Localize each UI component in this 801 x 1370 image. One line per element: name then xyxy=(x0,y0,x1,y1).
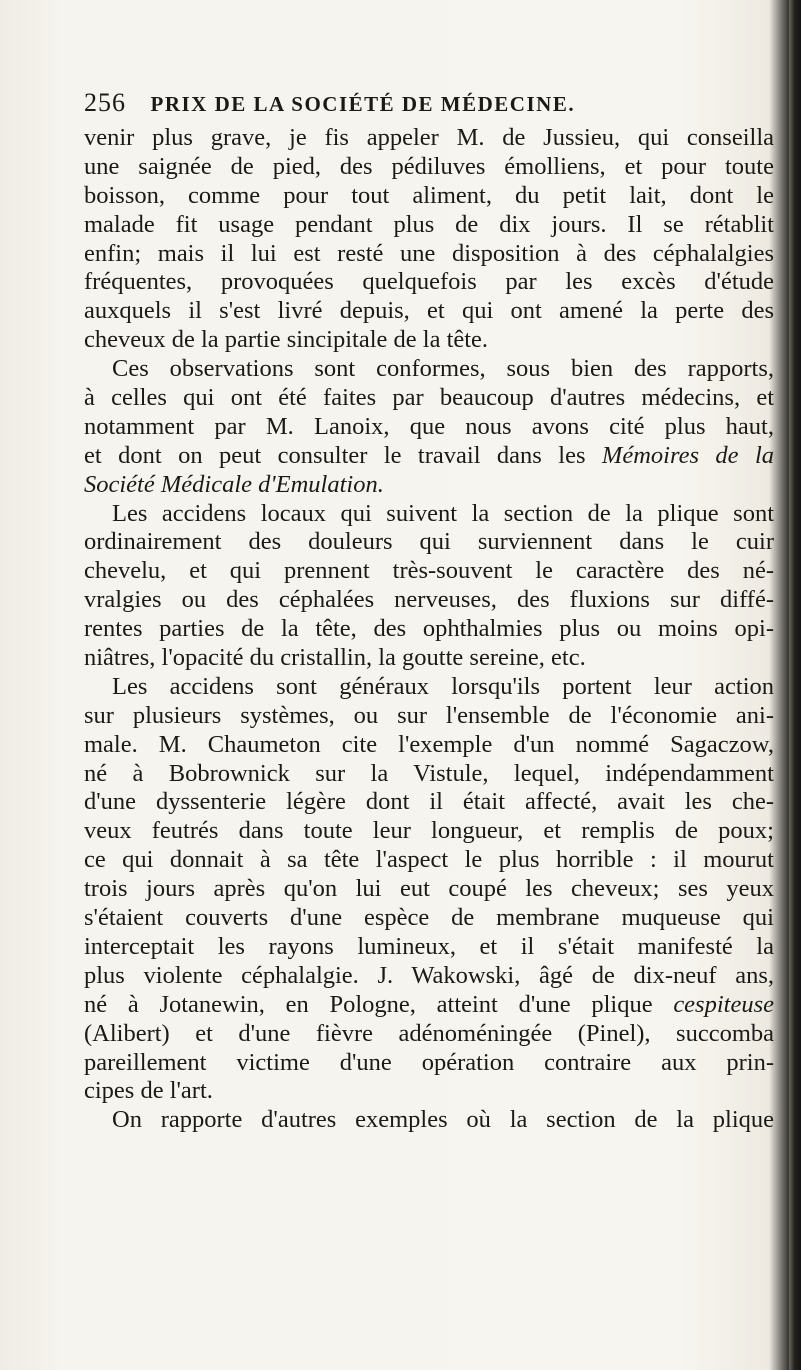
running-header xyxy=(84,88,774,118)
text-line: à celles qui ont été faites par beaucoup d'autres médecins, et xyxy=(84,384,774,412)
text-line: Société Médicale d'Emulation. xyxy=(84,470,384,498)
text-line: Les accidens locaux qui suivent la section de la plique sont xyxy=(112,499,774,527)
text-line: interceptait les rayons lumineux, et il s'était manifesté la xyxy=(84,932,774,960)
text-line: une saignée de pied, des pédiluves émolliens, et pour toute xyxy=(84,152,774,180)
text-line: né à Bobrownick sur la Vistule, lequel, indépendamment xyxy=(84,759,774,787)
text-line: boisson, comme pour tout aliment, du petit lait, dont le xyxy=(84,181,774,209)
text-line: veux feutrés dans toute leur longueur, et remplis de poux; xyxy=(84,817,774,845)
text-line: né à Jotanewin, en Pologne, atteint d'une plique cespiteuse xyxy=(84,990,774,1018)
text-line: chevelu, et qui prennent très-souvent le caractère des né- xyxy=(84,557,774,585)
page-edge-shadow xyxy=(789,0,801,1370)
text-line: sur plusieurs systèmes, ou sur l'ensemble de l'économie ani- xyxy=(84,701,774,729)
text-line: Ces observations sont conformes, sous bien des rapports, xyxy=(112,355,774,383)
text-line: fréquentes, provoquées quelquefois par les excès d'étude xyxy=(84,268,774,296)
text-line: niâtres, l'opacité du cristallin, la goutte sereine, etc. xyxy=(84,644,586,672)
text-line: pareillement victime d'une opération contraire aux prin- xyxy=(84,1048,774,1076)
body-text xyxy=(84,124,774,1135)
text-line: ordinairement des douleurs qui surviennent dans le cuir xyxy=(84,528,774,556)
text-line: (Alibert) et d'une fièvre adénoméningée (Pinel), succomba xyxy=(84,1019,774,1047)
text-line: vralgies ou des céphalées nerveuses, des fluxions sur diffé- xyxy=(84,586,774,614)
text-line: enfin; mais il lui est resté une disposition à des céphalalgies xyxy=(84,239,774,267)
text-line: male. M. Chaumeton cite l'exemple d'un nommé Sagaczow, xyxy=(84,730,774,758)
running-title: PRIX DE LA SOCIÉTÉ DE MÉDECINE. xyxy=(150,92,576,116)
text-line: plus violente céphalalgie. J. Wakowski, âgé de dix-neuf ans, xyxy=(84,961,774,989)
text-line: Les accidens sont généraux lorsqu'ils portent leur action xyxy=(112,672,774,700)
text-line: s'étaient couverts d'une espèce de membrane muqueuse qui xyxy=(84,904,774,932)
text-line: On rapporte d'autres exemples où la section de la plique xyxy=(112,1106,774,1134)
text-line: venir plus grave, je fis appeler M. de Jussieu, qui conseilla xyxy=(84,124,774,151)
text-line: malade fit usage pendant plus de dix jours. Il se rétablit xyxy=(84,210,774,238)
page-number: 256 xyxy=(84,88,126,117)
text-line: notamment par M. Lanoix, que nous avons cité plus haut, xyxy=(84,412,774,440)
text-line: et dont on peut consulter le travail dans les Mémoires de la xyxy=(84,441,774,469)
text-line: rentes parties de la tête, des ophthalmies plus ou moins opi- xyxy=(84,615,774,643)
text-line: cheveux de la partie sincipitale de la tête. xyxy=(84,326,489,354)
text-line: cipes de l'art. xyxy=(84,1077,213,1105)
text-line: auxquels il s'est livré depuis, et qui ont amené la perte des xyxy=(84,297,774,325)
text-line: ce qui donnait à sa tête l'aspect le plus horrible : il mourut xyxy=(84,846,774,874)
text-line: d'une dyssenterie légère dont il était affecté, avait les che- xyxy=(84,788,774,816)
text-line: trois jours après qu'on lui eut coupé les cheveux; ses yeux xyxy=(84,875,774,903)
